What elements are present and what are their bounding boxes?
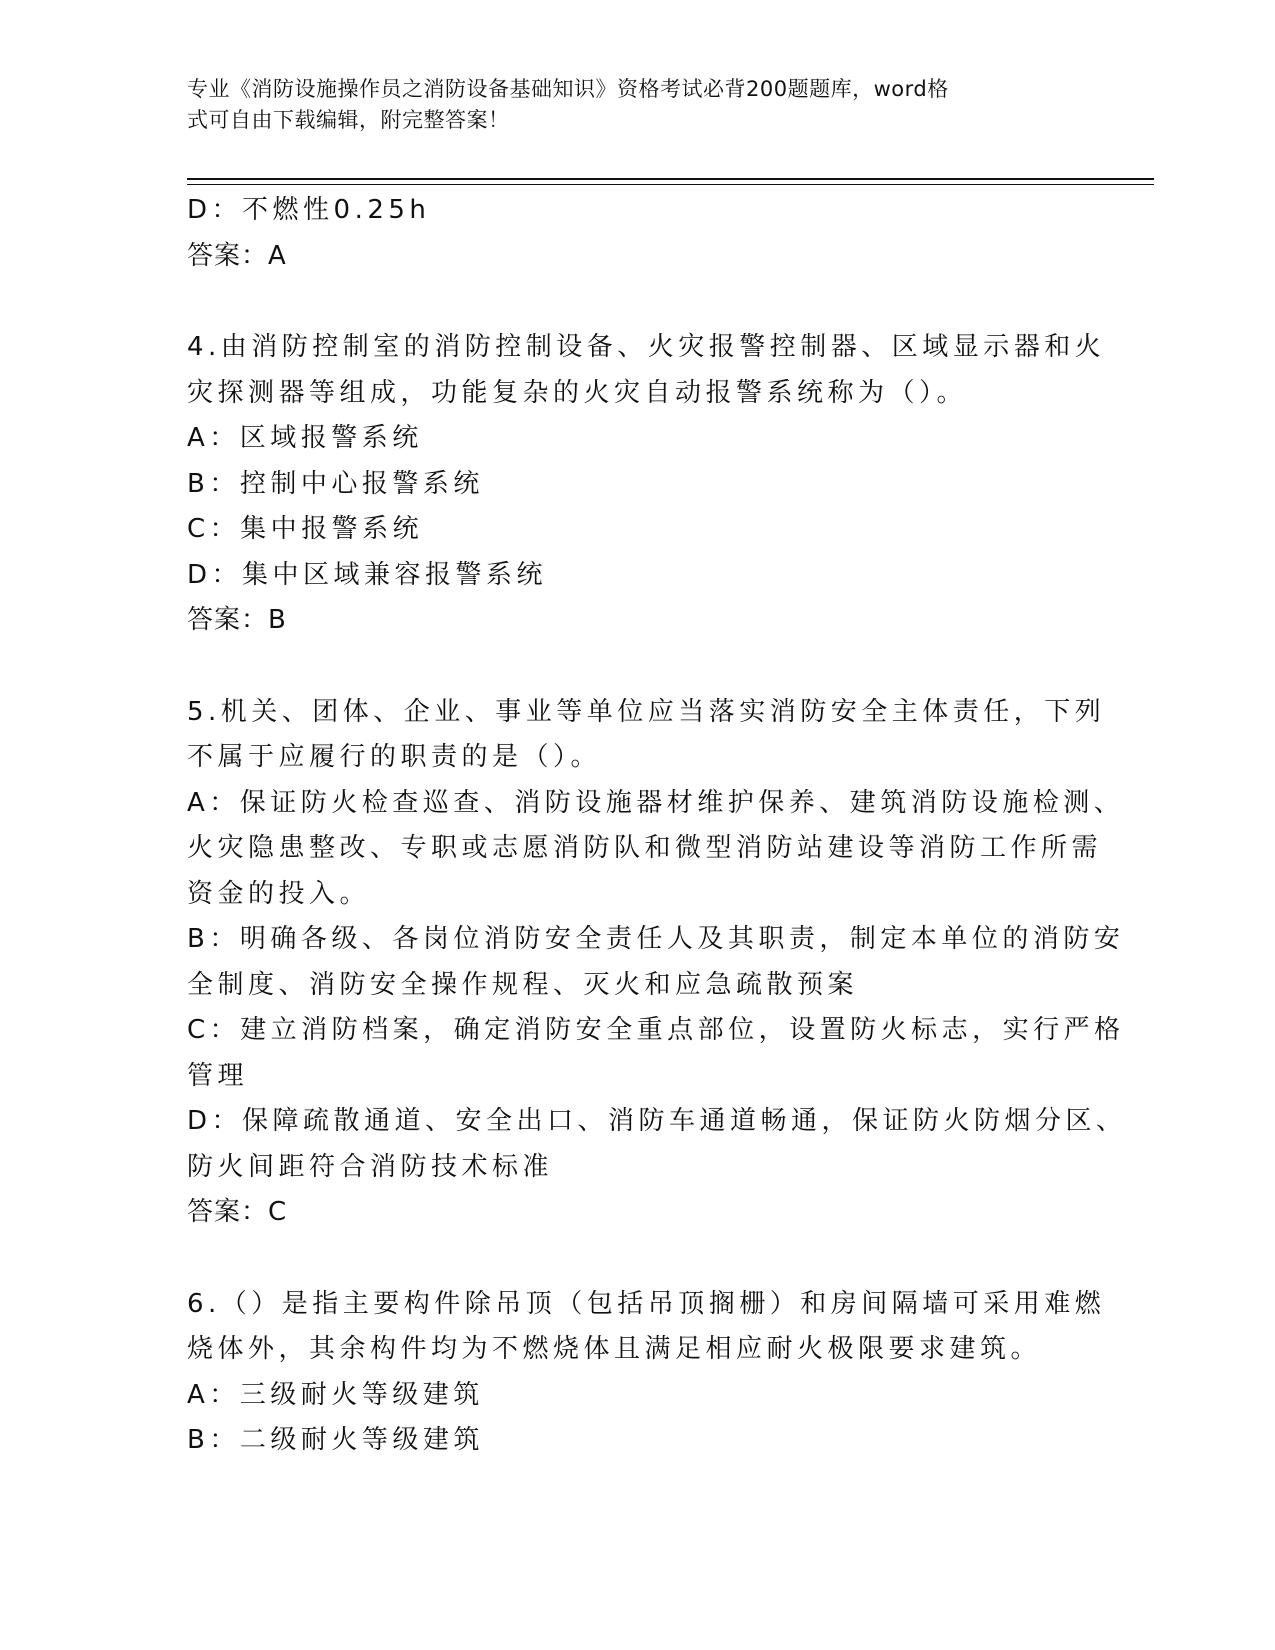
question-stem-line: 灾探测器等组成，功能复杂的火灾自动报警系统称为（）。	[187, 377, 968, 408]
previous-question-answer: 答案：A	[187, 240, 287, 271]
question-4	[187, 325, 1106, 644]
header-title-line-1: 专业《消防设施操作员之消防设备基础知识》资格考试必背200题题库，word格	[187, 77, 949, 101]
header-divider-thick	[187, 178, 1154, 180]
question-spacer	[187, 644, 1087, 690]
question-stem-line: 烧体外，其余构件均为不燃烧体且满足相应耐火极限要求建筑。	[187, 1334, 1042, 1364]
option-d-line: D：保障疏散通道、安全出口、消防车通道畅通，保证防火防烟分区、	[187, 1106, 1127, 1136]
answer-line: 答案：B	[187, 605, 287, 635]
question-stem-line: 不属于应履行的职责的是（）。	[187, 742, 602, 772]
option-c-line: 管理	[187, 1060, 249, 1091]
option-a: A：区域报警系统	[187, 423, 423, 453]
question-stem-line: 6.（）是指主要构件除吊顶（包括吊顶搁栅）和房间隔墙可采用难燃	[187, 1288, 1106, 1319]
option-d-line: 防火间距符合消防技术标准	[187, 1151, 554, 1182]
answer-line: 答案：C	[187, 1197, 288, 1227]
option-a-line: 资金的投入。	[187, 878, 371, 909]
option-b-line: B：明确各级、各岗位消防安全责任人及其职责，制定本单位的消防安	[187, 924, 1125, 954]
question-stem-line: 5.机关、团体、企业、事业等单位应当落实消防安全主体责任，下列	[187, 696, 1106, 727]
previous-question-option-d: D：不燃性0.25h	[187, 195, 431, 225]
question-5	[187, 690, 1127, 1236]
question-spacer	[187, 1236, 1087, 1282]
option-c: C：集中报警系统	[187, 514, 424, 544]
question-6	[187, 1282, 1106, 1464]
option-a: A：三级耐火等级建筑	[187, 1379, 484, 1410]
option-d: D：集中区域兼容报警系统	[187, 559, 548, 590]
option-b-line: 全制度、消防安全操作规程、灭火和应急疏散预案	[187, 969, 859, 1000]
option-b: B：控制中心报警系统	[187, 468, 484, 499]
header-divider-thin	[187, 184, 1154, 185]
question-stem-line: 4.由消防控制室的消防控制设备、火灾报警控制器、区域显示器和火	[187, 332, 1106, 362]
document-header	[187, 74, 1067, 136]
option-c-line: C：建立消防档案，确定消防安全重点部位，设置防火标志，实行严格	[187, 1015, 1125, 1045]
option-a-line: A：保证防火检查巡查、消防设施器材维护保养、建筑消防设施检测、	[187, 787, 1125, 818]
question-spacer	[187, 279, 1087, 325]
option-b: B：二级耐火等级建筑	[187, 1425, 484, 1455]
header-title-line-2: 式可自由下载编辑，附完整答案！	[187, 108, 510, 132]
question-content	[187, 188, 1127, 1464]
option-a-line: 火灾隐患整改、专职或志愿消防队和微型消防站建设等消防工作所需	[187, 833, 1103, 863]
